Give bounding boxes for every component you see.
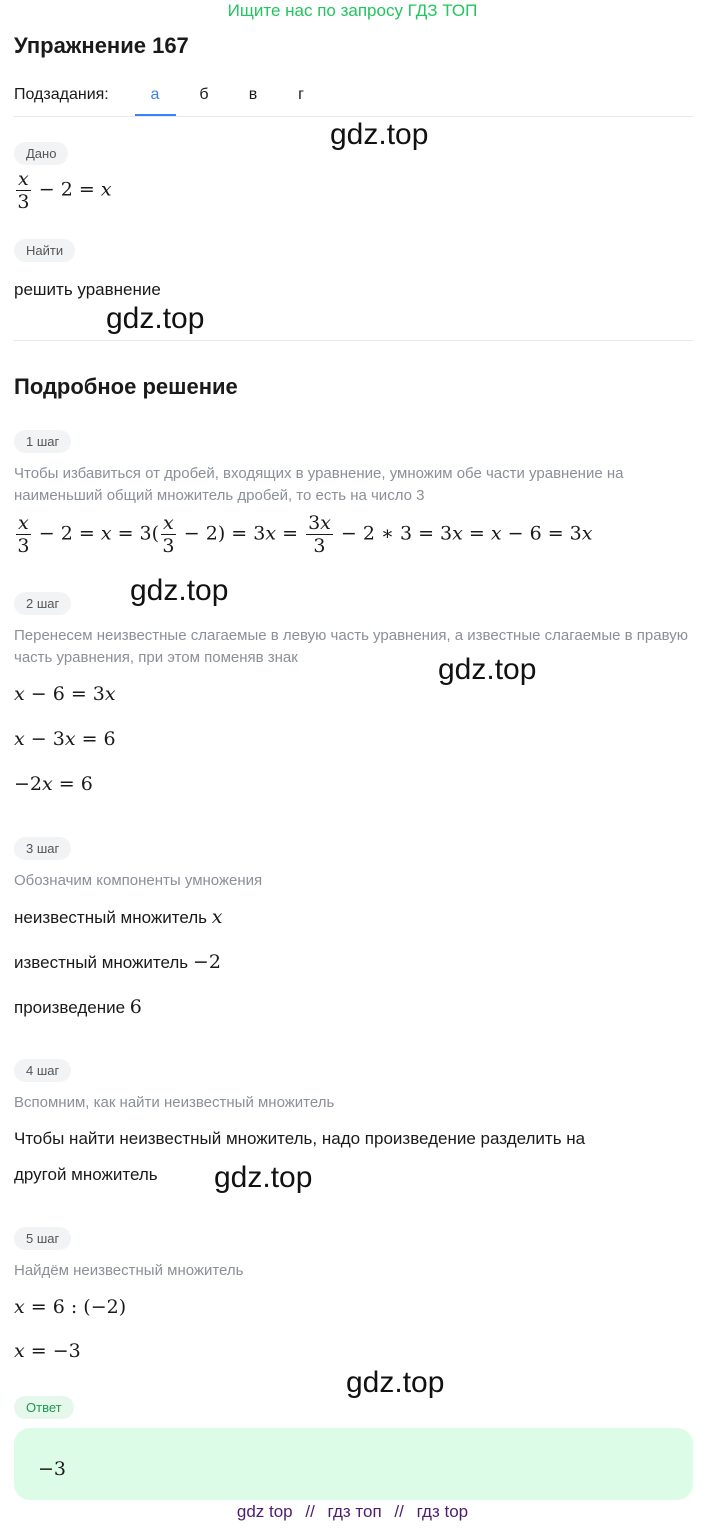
tab-a[interactable]: а xyxy=(150,86,160,103)
find-badge: Найти xyxy=(14,239,75,262)
solution-title: Подробное решение xyxy=(14,374,238,399)
footer-separator: // xyxy=(394,1502,404,1521)
step-4-line-2: другой множитель xyxy=(14,1165,158,1184)
divider xyxy=(14,116,693,117)
watermark: gdz.top xyxy=(330,118,429,151)
step-4-line-1: Чтобы найти неизвестный множитель, надо произведение разделить на xyxy=(14,1129,586,1148)
step-3-text: Обозначим компоненты умножения xyxy=(14,872,263,889)
top-banner: Ищите нас по запросу ГДЗ ТОП xyxy=(227,1,478,20)
footer-separator: // xyxy=(305,1502,315,1521)
answer-value: −3 xyxy=(38,1458,67,1480)
watermark: gdz.top xyxy=(130,574,229,607)
step-5-eq-1: x = 6 : (−2) xyxy=(14,1296,127,1318)
watermark: gdz.top xyxy=(346,1366,445,1399)
step-1-equation: $\frac{x}{3}$ − 2 = x = 3( $\frac{x}{3}$ − 2) = 3x = $\frac{3x}{3}$ − 2 ∗ 3 = 3x = x − 6 = 3x xyxy=(17,512,593,557)
footer-link[interactable]: гдз top xyxy=(416,1502,469,1521)
step-2-eq-3: −2x = 6 xyxy=(14,773,93,795)
step-2-text: Перенесем неизвестные слагаемые в левую часть уравнения, а известные слагаемые в правую часть уравнения, при этом поменяв знак xyxy=(14,627,688,666)
tab-g[interactable]: г xyxy=(298,86,304,103)
subtasks-label: Подзадания: xyxy=(14,86,109,103)
step-5-badge: 5 шаг xyxy=(14,1227,71,1250)
find-text: решить уравнение xyxy=(14,280,161,299)
step-3-line-3: произведение 6 xyxy=(14,996,142,1018)
tab-v[interactable]: в xyxy=(248,86,258,103)
watermark: gdz.top xyxy=(214,1161,313,1194)
watermark: gdz.top xyxy=(106,302,205,335)
step-5-eq-2: x = −3 xyxy=(14,1340,81,1362)
step-2-eq-2: x − 3x = 6 xyxy=(14,728,116,750)
footer xyxy=(0,1502,705,1522)
step-1-badge: 1 шаг xyxy=(14,430,71,453)
footer-link[interactable]: гдз топ xyxy=(327,1502,382,1521)
page-title: Упражнение 167 xyxy=(14,33,189,58)
step-3-badge: 3 шаг xyxy=(14,837,71,860)
tab-b[interactable]: б xyxy=(199,86,209,103)
footer-link[interactable]: gdz top xyxy=(236,1502,293,1521)
step-4-badge: 4 шаг xyxy=(14,1059,71,1082)
step-2-badge: 2 шаг xyxy=(14,592,71,615)
given-badge: Дано xyxy=(14,142,68,165)
answer-badge: Ответ xyxy=(14,1396,74,1419)
divider xyxy=(14,340,693,341)
watermark: gdz.top xyxy=(438,653,537,686)
step-5-text: Найдём неизвестный множитель xyxy=(14,1262,244,1279)
step-1-text: Чтобы избавиться от дробей, входящих в уравнение, умножим обе части уравнение на наименьший общий множитель дробей, то есть на число 3 xyxy=(14,465,624,504)
given-equation: $\frac{x}{3}$ − 2 = x xyxy=(17,168,112,213)
step-2-eq-1: x − 6 = 3x xyxy=(14,683,116,705)
step-3-line-2: известный множитель −2 xyxy=(14,951,221,973)
answer-box xyxy=(14,1428,693,1500)
step-3-line-1: неизвестный множитель x xyxy=(14,906,223,928)
step-4-text: Вспомним, как найти неизвестный множитель xyxy=(14,1094,335,1111)
